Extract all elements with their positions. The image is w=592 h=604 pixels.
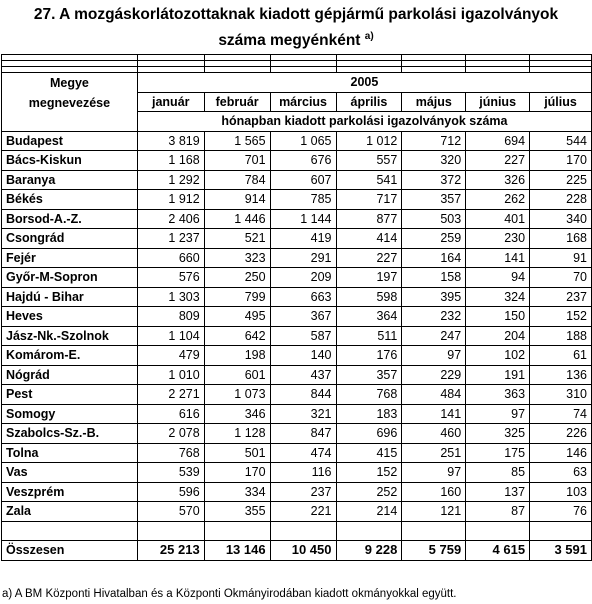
table-cell: 136	[530, 365, 592, 385]
table-cell: 357	[402, 190, 466, 210]
total-cell: 5 759	[402, 541, 466, 561]
table-cell: 76	[530, 502, 592, 522]
table-row	[2, 268, 592, 288]
table-cell: 364	[336, 307, 402, 327]
table-cell: 1 565	[204, 131, 270, 151]
table-cell: 809	[137, 307, 204, 327]
month-header: július	[530, 92, 592, 112]
table-cell: 320	[402, 151, 466, 171]
total-label: Összesen	[2, 541, 138, 561]
county-name: Bács-Kiskun	[2, 151, 138, 171]
table-cell: 63	[530, 463, 592, 483]
table-cell: 544	[530, 131, 592, 151]
table-cell: 1 104	[137, 326, 204, 346]
total-cell: 25 213	[137, 541, 204, 561]
table-cell: 596	[137, 482, 204, 502]
table-cell: 539	[137, 463, 204, 483]
county-name: Nógrád	[2, 365, 138, 385]
table-cell: 3 819	[137, 131, 204, 151]
table-cell: 914	[204, 190, 270, 210]
table-cell: 1 073	[204, 385, 270, 405]
table-cell: 326	[466, 170, 530, 190]
table-cell: 1 303	[137, 287, 204, 307]
table-row	[2, 131, 592, 151]
county-name: Budapest	[2, 131, 138, 151]
table-cell: 694	[466, 131, 530, 151]
county-name: Hajdú - Bihar	[2, 287, 138, 307]
table-cell: 355	[204, 502, 270, 522]
table-cell: 1 010	[137, 365, 204, 385]
table-cell: 717	[336, 190, 402, 210]
month-header: április	[336, 92, 402, 112]
table-cell: 237	[270, 482, 336, 502]
table-cell: 221	[270, 502, 336, 522]
table-row	[2, 326, 592, 346]
table-cell: 847	[270, 424, 336, 444]
table-cell: 146	[530, 443, 592, 463]
table-row	[2, 424, 592, 444]
table-cell: 251	[402, 443, 466, 463]
month-header: február	[204, 92, 270, 112]
table-cell: 607	[270, 170, 336, 190]
county-header	[2, 73, 138, 132]
county-name: Komárom-E.	[2, 346, 138, 366]
table-cell: 97	[402, 346, 466, 366]
table-cell: 768	[137, 443, 204, 463]
table-cell: 501	[204, 443, 270, 463]
table-row	[2, 170, 592, 190]
total-cell: 4 615	[466, 541, 530, 561]
title-line-2	[0, 26, 592, 52]
county-name: Szabolcs-Sz.-B.	[2, 424, 138, 444]
table-row	[2, 385, 592, 405]
table-cell: 158	[402, 268, 466, 288]
table-cell: 1 292	[137, 170, 204, 190]
table-cell: 1 237	[137, 229, 204, 249]
table-cell: 541	[336, 170, 402, 190]
header-row-year	[2, 73, 592, 93]
table-cell: 227	[336, 248, 402, 268]
title-line-2-text: száma megyénként	[218, 32, 361, 50]
table-cell: 1 446	[204, 209, 270, 229]
table-cell: 601	[204, 365, 270, 385]
table-cell: 74	[530, 404, 592, 424]
table-row	[2, 404, 592, 424]
table-cell: 324	[466, 287, 530, 307]
table-cell: 91	[530, 248, 592, 268]
table-cell: 170	[530, 151, 592, 171]
table-cell: 229	[402, 365, 466, 385]
table-cell: 204	[466, 326, 530, 346]
county-name: Baranya	[2, 170, 138, 190]
table-cell: 183	[336, 404, 402, 424]
table-cell: 334	[204, 482, 270, 502]
table-cell: 152	[530, 307, 592, 327]
footnote-mark: a)	[364, 31, 374, 42]
table-cell: 103	[530, 482, 592, 502]
table-cell: 437	[270, 365, 336, 385]
table-cell: 214	[336, 502, 402, 522]
table-cell: 227	[466, 151, 530, 171]
table-cell: 2 406	[137, 209, 204, 229]
spacer-row	[2, 521, 592, 541]
total-row	[2, 541, 592, 561]
table-cell: 262	[466, 190, 530, 210]
county-header-line-2: megnevezése	[28, 96, 111, 110]
table-cell: 1 912	[137, 190, 204, 210]
table-cell: 363	[466, 385, 530, 405]
table-cell: 70	[530, 268, 592, 288]
table-cell: 228	[530, 190, 592, 210]
table-cell: 2 271	[137, 385, 204, 405]
table-cell: 209	[270, 268, 336, 288]
year-header: 2005	[137, 73, 591, 93]
table-cell: 225	[530, 170, 592, 190]
table-cell: 94	[466, 268, 530, 288]
table-cell: 164	[402, 248, 466, 268]
total-cell: 10 450	[270, 541, 336, 561]
table-cell: 323	[204, 248, 270, 268]
table-cell: 247	[402, 326, 466, 346]
table-cell: 137	[466, 482, 530, 502]
table-cell: 140	[270, 346, 336, 366]
table-cell: 237	[530, 287, 592, 307]
table-cell: 1 128	[204, 424, 270, 444]
table-row	[2, 190, 592, 210]
month-header: május	[402, 92, 466, 112]
table-cell: 2 078	[137, 424, 204, 444]
table-cell: 598	[336, 287, 402, 307]
table-cell: 170	[204, 463, 270, 483]
county-name: Borsod-A.-Z.	[2, 209, 138, 229]
table-cell: 1 168	[137, 151, 204, 171]
table-cell: 696	[336, 424, 402, 444]
table-cell: 479	[137, 346, 204, 366]
table-title	[0, 4, 592, 52]
table-cell: 415	[336, 443, 402, 463]
table-row	[2, 229, 592, 249]
table-cell: 85	[466, 463, 530, 483]
table-cell: 570	[137, 502, 204, 522]
table-cell: 198	[204, 346, 270, 366]
table-row	[2, 209, 592, 229]
table-cell: 557	[336, 151, 402, 171]
table-cell: 340	[530, 209, 592, 229]
table-cell: 367	[270, 307, 336, 327]
table-cell: 712	[402, 131, 466, 151]
table-cell: 321	[270, 404, 336, 424]
table-cell: 587	[270, 326, 336, 346]
table-row	[2, 307, 592, 327]
table-cell: 495	[204, 307, 270, 327]
table-cell: 325	[466, 424, 530, 444]
county-name: Heves	[2, 307, 138, 327]
table-row	[2, 463, 592, 483]
table-cell: 372	[402, 170, 466, 190]
table-cell: 121	[402, 502, 466, 522]
subheader: hónapban kiadott parkolási igazolványok száma	[137, 112, 591, 132]
table-cell: 150	[466, 307, 530, 327]
table-cell: 663	[270, 287, 336, 307]
county-name: Győr-M-Sopron	[2, 268, 138, 288]
county-header-line-1: Megye	[49, 76, 89, 90]
table-cell: 357	[336, 365, 402, 385]
table-cell: 799	[204, 287, 270, 307]
data-table	[1, 54, 592, 561]
table-cell: 460	[402, 424, 466, 444]
table-cell: 152	[336, 463, 402, 483]
table-cell: 642	[204, 326, 270, 346]
table-row	[2, 365, 592, 385]
total-cell: 13 146	[204, 541, 270, 561]
total-cell: 3 591	[530, 541, 592, 561]
total-cell: 9 228	[336, 541, 402, 561]
table-cell: 346	[204, 404, 270, 424]
table-cell: 230	[466, 229, 530, 249]
table-cell: 511	[336, 326, 402, 346]
table-cell: 141	[402, 404, 466, 424]
table-cell: 176	[336, 346, 402, 366]
table-cell: 701	[204, 151, 270, 171]
table-cell: 576	[137, 268, 204, 288]
table-row	[2, 482, 592, 502]
table-cell: 141	[466, 248, 530, 268]
table-cell: 197	[336, 268, 402, 288]
table-cell: 660	[137, 248, 204, 268]
table-row	[2, 443, 592, 463]
table-cell: 252	[336, 482, 402, 502]
title-line-1: 27. A mozgáskorlátozottaknak kiadott gépjármű parkolási igazolványok	[33, 6, 559, 23]
table-cell: 414	[336, 229, 402, 249]
table-cell: 768	[336, 385, 402, 405]
table-cell: 474	[270, 443, 336, 463]
table-row	[2, 248, 592, 268]
month-header: március	[270, 92, 336, 112]
table-cell: 250	[204, 268, 270, 288]
table-cell: 310	[530, 385, 592, 405]
county-name: Vas	[2, 463, 138, 483]
table-cell: 401	[466, 209, 530, 229]
table-cell: 226	[530, 424, 592, 444]
table-cell: 61	[530, 346, 592, 366]
table-cell: 259	[402, 229, 466, 249]
table-cell: 232	[402, 307, 466, 327]
table-row	[2, 151, 592, 171]
table-cell: 191	[466, 365, 530, 385]
county-name: Somogy	[2, 404, 138, 424]
table-cell: 97	[402, 463, 466, 483]
table-cell: 291	[270, 248, 336, 268]
county-name: Csongrád	[2, 229, 138, 249]
table-cell: 521	[204, 229, 270, 249]
table-cell: 877	[336, 209, 402, 229]
table-cell: 168	[530, 229, 592, 249]
table-cell: 419	[270, 229, 336, 249]
table-cell: 102	[466, 346, 530, 366]
county-name: Fejér	[2, 248, 138, 268]
month-header: június	[466, 92, 530, 112]
table-cell: 188	[530, 326, 592, 346]
county-name: Jász-Nk.-Szolnok	[2, 326, 138, 346]
table-cell: 616	[137, 404, 204, 424]
table-cell: 160	[402, 482, 466, 502]
table-cell: 97	[466, 404, 530, 424]
table-cell: 1 065	[270, 131, 336, 151]
table-row	[2, 502, 592, 522]
county-name: Békés	[2, 190, 138, 210]
table-cell: 87	[466, 502, 530, 522]
table-cell: 175	[466, 443, 530, 463]
table-cell: 1 012	[336, 131, 402, 151]
table-cell: 1 144	[270, 209, 336, 229]
county-name: Tolna	[2, 443, 138, 463]
table-cell: 784	[204, 170, 270, 190]
table-row	[2, 346, 592, 366]
month-header: január	[137, 92, 204, 112]
county-name: Veszprém	[2, 482, 138, 502]
county-name: Pest	[2, 385, 138, 405]
table-cell: 844	[270, 385, 336, 405]
table-cell: 484	[402, 385, 466, 405]
table-cell: 116	[270, 463, 336, 483]
table-cell: 785	[270, 190, 336, 210]
footnote: a) A BM Központi Hivatalban és a Központi Okmányirodában kiadott okmányokkal együtt.	[2, 588, 457, 600]
table-cell: 395	[402, 287, 466, 307]
table-cell: 503	[402, 209, 466, 229]
table-row	[2, 287, 592, 307]
county-name: Zala	[2, 502, 138, 522]
table-cell: 676	[270, 151, 336, 171]
